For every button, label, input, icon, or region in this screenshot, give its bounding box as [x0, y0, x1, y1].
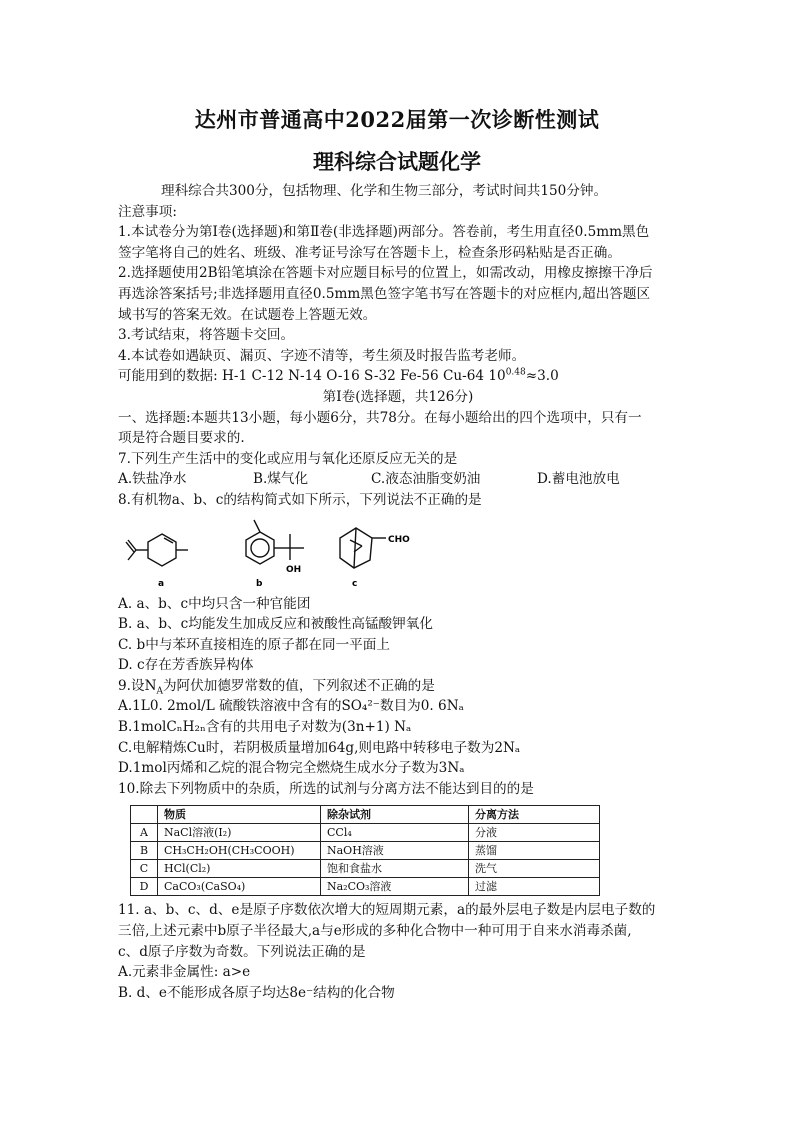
- label-b: b: [256, 578, 263, 589]
- intro-text: 理科综合共300分，包括物理、化学和生物三部分，考试时间共150分钟。: [161, 183, 608, 199]
- q8-structures: [118, 514, 678, 590]
- q8-option-d: D. c存在芳香族异构体: [118, 657, 254, 674]
- q10-table: [130, 805, 600, 896]
- table-cell: CCl₄: [321, 824, 469, 842]
- q11-stem-line: c、d原子序数为奇数。下列说法正确的是: [118, 943, 366, 960]
- notice-line: 2.选择题使用2B铅笔填涂在答题卡对应题目标号的位置上，如需改动，用橡皮擦擦干净后: [118, 265, 653, 282]
- notice-line: 签字笔将自己的姓名、班级、准考证号涂写在答题卡上，检查条形码粘贴是否正确。: [118, 244, 621, 261]
- q8-option-b: B. a、b、c均能发生加成反应和被酸性高锰酸钾氧化: [118, 616, 433, 633]
- table-cell: D: [131, 878, 158, 896]
- table-header-cell: 分离方法: [469, 806, 600, 824]
- q7-option-b: B.煤气化: [253, 471, 309, 488]
- table-cell: HCl(Cl₂): [158, 860, 321, 878]
- q11-stem-line: 11. a、b、c、d、e是原子序数依次增大的短周期元素，a的最外层电子数是内层电子数的: [118, 902, 656, 919]
- section1-instructions: 一、选择题:本题共13小题，每小题6分，共78分。在每小题给出的四个选项中，只有一: [118, 409, 642, 426]
- table-cell: NaCl溶液(I₂): [158, 824, 321, 842]
- exam-body: [118, 181, 678, 1003]
- table-header-cell: [131, 806, 158, 824]
- notice-line: 4.本试卷如遇缺页、漏页、字迹不清等，考生须及时报告监考老师。: [118, 347, 526, 364]
- page-title: 达州市普通高中2022届第一次诊断性测试: [194, 107, 600, 132]
- table-row: [131, 842, 600, 860]
- table-cell: NaOH溶液: [321, 842, 469, 860]
- table-row: [131, 824, 600, 842]
- q7-option-d: D.蓄电池放电: [537, 471, 620, 488]
- q7-option-c: C.液态油脂变奶油: [371, 471, 481, 488]
- q8-option-c: C. b中与苯环直接相连的原子都在同一平面上: [118, 636, 390, 653]
- table-header-row: [131, 806, 600, 824]
- notice-line: 1.本试卷分为第Ⅰ卷(选择题)和第Ⅱ卷(非选择题)两部分。答卷前，考生用直径0.5mm黑色: [118, 224, 650, 241]
- table-cell: B: [131, 842, 158, 860]
- atomic-mass-data: 可能用到的数据: H-1 C-12 N-14 O-16 S-32 Fe-56 Cu-64 $10^{0.48}\approx 3.0$: [118, 367, 559, 385]
- notice-line: 3.考试结束，将答题卡交回。: [118, 327, 295, 344]
- q9-option-d: D.1mol丙烯和乙烷的混合物完全燃烧生成水分子数为3Nₐ: [118, 760, 465, 777]
- table-header-cell: 除杂试剂: [321, 806, 469, 824]
- q9-option-c: C.电解精炼Cu时，若阴极质量增加64g,则电路中转移电子数为2Nₐ: [118, 739, 521, 756]
- q7-stem: 7.下列生产生活中的变化或应用与氧化还原反应无关的是: [118, 450, 458, 467]
- q8-stem: 8.有机物a、b、c的结构简式如下所示，下列说法不正确的是: [118, 491, 482, 508]
- q7-option-a: A.铁盐净水: [118, 471, 187, 488]
- notice-line: 域书写的答案无效。在试题卷上答题无效。: [118, 306, 377, 323]
- notice-heading: 注意事项:: [118, 203, 177, 220]
- table-cell: Na₂CO₃溶液: [321, 878, 469, 896]
- table-cell: A: [131, 824, 158, 842]
- table-cell: 蒸馏: [469, 842, 600, 860]
- table-cell: CaCO₃(CaSO₄): [158, 878, 321, 896]
- q9-option-b: B.1molCₙH₂ₙ含有的共用电子对数为(3n+1) Nₐ: [118, 719, 412, 736]
- q9-option-a: A.1L0. 2mol/L 硫酸铁溶液中含有的SO₄²⁻数目为0. 6Nₐ: [118, 698, 464, 715]
- ring-a-icon: [148, 534, 176, 566]
- structure-figure: [118, 514, 438, 590]
- label-cho: CHO: [388, 534, 410, 545]
- q7-options: [118, 469, 678, 490]
- table-header-cell: 物质: [158, 806, 321, 824]
- q10-stem: 10.除去下列物质中的杂质，所选的试剂与分离方法不能达到目的的是: [118, 780, 534, 797]
- page-subtitle: 理科综合试题化学: [313, 149, 481, 174]
- notice-line: 再选涂答案括号;非选择题用直径0.5mm黑色签字笔书写在答题卡的对应框内,超出答题区: [118, 285, 651, 302]
- q11-option-a: A.元素非金属性: a>e: [118, 964, 251, 981]
- table-row: [131, 878, 600, 896]
- section1-instructions-cont: 项是符合题目要求的.: [118, 430, 245, 447]
- label-c: c: [352, 578, 358, 589]
- q11-stem-line: 三倍,上述元素中b原子半径最大,a与e形成的多种化合物中一种可用于自来水消毒杀菌,: [118, 923, 632, 940]
- q8-option-a: A. a、b、c中均只含一种官能团: [118, 595, 311, 612]
- label-a: a: [158, 578, 165, 589]
- table-row: [131, 860, 600, 878]
- table-cell: 饱和食盐水: [321, 860, 469, 878]
- table-cell: 过滤: [469, 878, 600, 896]
- table-cell: C: [131, 860, 158, 878]
- label-oh: OH: [286, 564, 302, 575]
- q11-option-b: B. d、e不能形成各原子均达8e⁻结构的化合物: [118, 984, 395, 1001]
- part1-heading: 第Ⅰ卷(选择题，共126分): [322, 388, 474, 405]
- table-cell: CH₃CH₂OH(CH₃COOH): [158, 842, 321, 860]
- q9-stem: 9.设$N_A$为阿伏加德罗常数的值，下列叙述不正确的是: [118, 677, 435, 697]
- table-cell: 洗气: [469, 860, 600, 878]
- table-cell: 分液: [469, 824, 600, 842]
- ring-b-icon: [246, 532, 274, 564]
